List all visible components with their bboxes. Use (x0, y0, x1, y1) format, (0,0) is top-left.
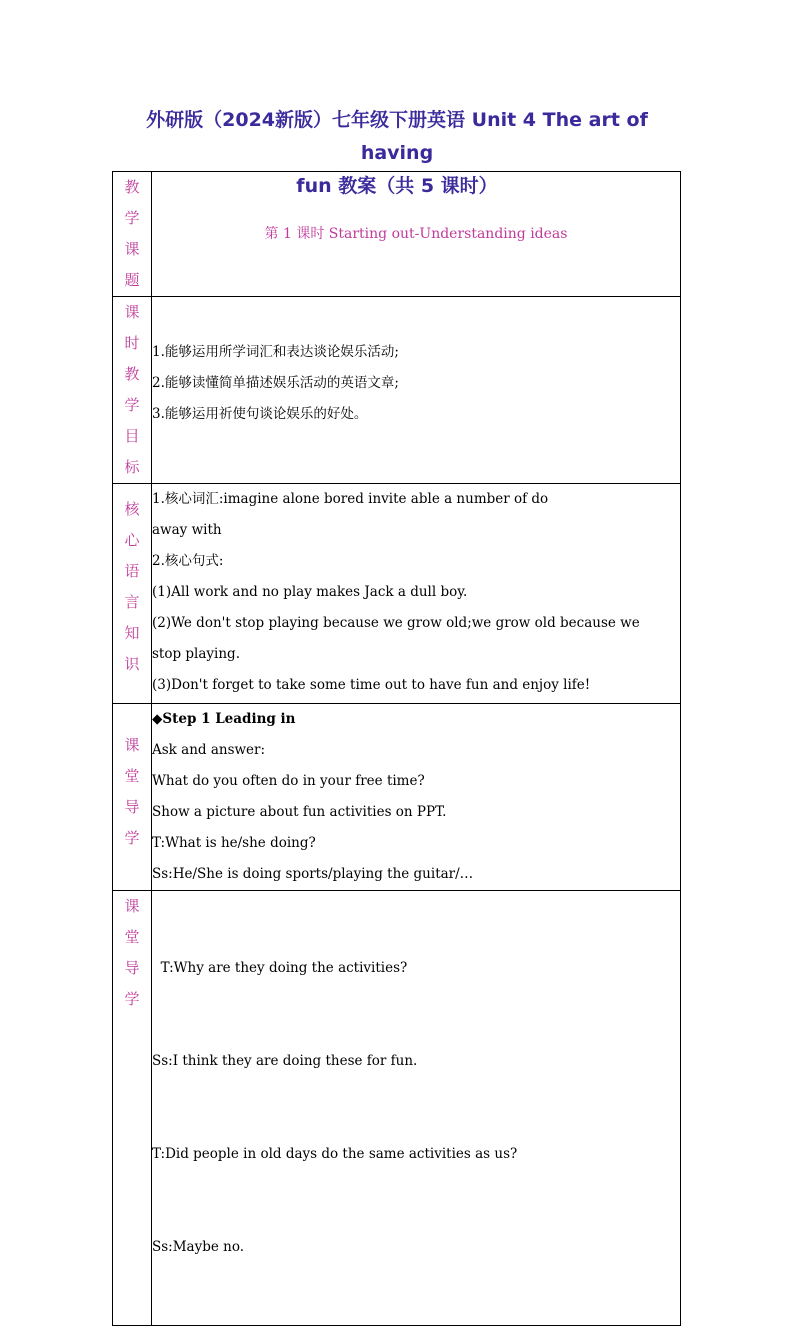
row-classroom-guidance-1 (113, 704, 681, 891)
label-char: 课 (124, 303, 140, 321)
objective-item: 1.能够运用所学词汇和表达谈论娱乐活动; (152, 344, 399, 360)
row-core-knowledge (113, 484, 681, 704)
row-lesson-title (113, 172, 681, 297)
label-char: 堂 (124, 767, 140, 785)
row-objectives (113, 297, 681, 484)
knowledge-line: (1)All work and no play makes Jack a dull boy. (152, 584, 468, 600)
label-char: 教 (124, 365, 140, 383)
objective-item: 3.能够运用祈使句谈论娱乐的好处。 (152, 406, 368, 422)
core-knowledge-cell (152, 484, 681, 704)
label-char: 语 (124, 562, 140, 580)
step-line: Ss:I think they are doing these for fun. (152, 1053, 418, 1069)
knowledge-line: (3)Don't forget to take some time out to have fun and enjoy life! (152, 677, 591, 693)
label-char: 学 (124, 829, 140, 847)
step-line: Ask and answer: (152, 742, 266, 758)
knowledge-line: (2)We don't stop playing because we grow old;we grow old because we (152, 615, 640, 631)
label-char: 学 (124, 990, 140, 1008)
label-classroom-guidance (113, 891, 152, 1326)
label-char: 识 (124, 655, 140, 673)
label-char: 课 (124, 897, 140, 915)
label-char: 心 (124, 531, 140, 549)
knowledge-line: away with (152, 522, 222, 538)
objective-item: 2.能够读懂简单描述娱乐活动的英语文章; (152, 375, 399, 391)
label-char: 课 (124, 240, 140, 258)
label-char: 言 (124, 593, 140, 611)
label-char: 导 (124, 959, 140, 977)
label-teaching-topic (113, 172, 152, 297)
label-char: 核 (124, 500, 140, 518)
step-line: T:Why are they doing the activities? (152, 960, 408, 976)
step1-cell (152, 704, 681, 891)
lesson-title-cell (152, 172, 681, 297)
label-classroom-guidance (113, 704, 152, 891)
label-char: 知 (124, 624, 140, 642)
step-heading: ◆Step 1 Leading in (152, 711, 296, 727)
step-line: Ss:Maybe no. (152, 1239, 245, 1255)
step-line: T:What is he/she doing? (152, 835, 316, 851)
label-char: 目 (124, 427, 140, 445)
label-char: 导 (124, 798, 140, 816)
title-line-2: fun 教案（共 5 课时） (296, 175, 498, 197)
label-char: 时 (124, 334, 140, 352)
step1-continued-cell (152, 891, 681, 1326)
label-char: 堂 (124, 928, 140, 946)
label-char: 教 (124, 178, 140, 196)
objectives-cell (152, 297, 681, 484)
row-classroom-guidance-2 (113, 891, 681, 1326)
knowledge-line: 2.核心句式: (152, 553, 224, 569)
lesson-plan-table (112, 171, 681, 1326)
label-char: 学 (124, 209, 140, 227)
label-char: 标 (124, 458, 140, 476)
step-line: T:Did people in old days do the same activities as us? (152, 1146, 518, 1162)
label-core-language-knowledge (113, 484, 152, 704)
title-line-1: 外研版（2024新版）七年级下册英语 Unit 4 The art of having (146, 109, 648, 164)
lesson-title: 第 1 课时 Starting out-Understanding ideas (264, 225, 568, 242)
step-line: Ss:He/She is doing sports/playing the guitar/… (152, 866, 474, 882)
label-lesson-objectives (113, 297, 152, 484)
step-line: Show a picture about fun activities on PPT. (152, 804, 447, 820)
step-line: What do you often do in your free time? (152, 773, 425, 789)
knowledge-line: stop playing. (152, 646, 240, 662)
knowledge-line: 1.核心词汇:imagine alone bored invite able a number of do (152, 491, 549, 507)
label-char: 题 (124, 271, 140, 289)
label-char: 学 (124, 396, 140, 414)
label-char: 课 (124, 736, 140, 754)
